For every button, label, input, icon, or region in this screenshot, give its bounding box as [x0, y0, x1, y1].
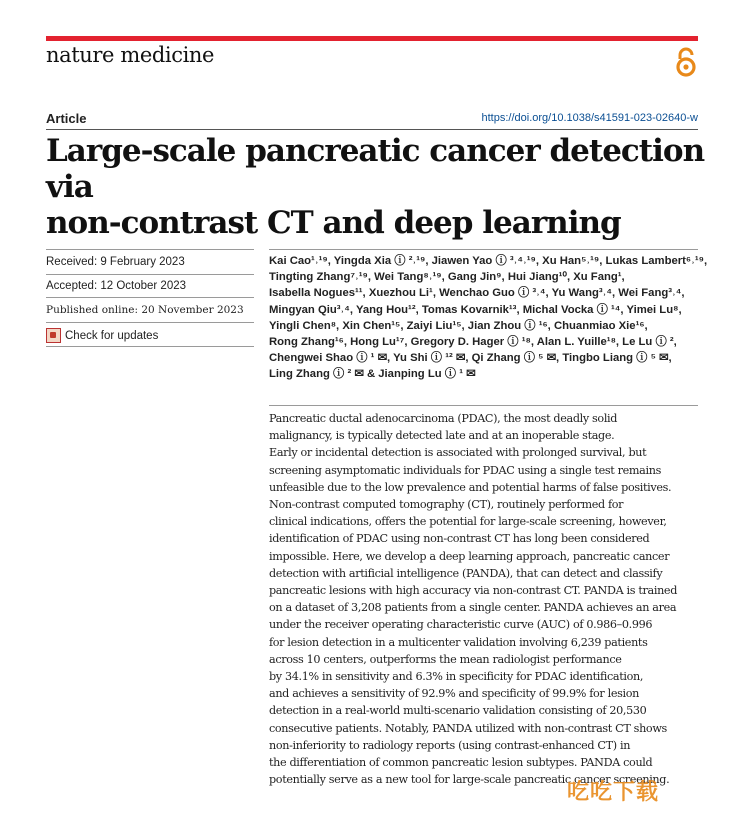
journal-name: nature medicine: [46, 43, 215, 67]
abstract-line: pancreatic lesions with high accuracy via non-contrast CT. PANDA is trained: [269, 584, 678, 598]
abstract-line: potentially serve as a new tool for large-scale pancreatic cancer screening.: [269, 773, 670, 787]
open-access-icon[interactable]: [674, 46, 698, 78]
article-type-label: Article: [46, 111, 87, 126]
abstract-line: impossible. Here, we develop a deep learning approach, pancreatic cancer: [269, 549, 670, 563]
author-line[interactable]: Chengwei Shao ⓘ ¹ ✉, Yu Shi ⓘ ¹² ✉, Qi Zhang ⓘ ⁵ ✉, Tingbo Liang ⓘ ⁵ ✉,: [269, 352, 672, 365]
meta-divider: [46, 249, 254, 250]
abstract-line: Early or incidental detection is associated with prolonged survival, but: [269, 446, 647, 460]
abstract-line: malignancy, is typically detected late and at an inoperable stage.: [269, 429, 615, 443]
abstract-line: Non-contrast computed tomography (CT), routinely performed for: [269, 498, 624, 512]
abstract-line: across 10 centers, outperforms the mean radiologist performance: [269, 652, 622, 666]
abstract-line: clinical indications, offers the potential for large-scale screening, however,: [269, 515, 667, 529]
abstract-line: under the receiver operating characteristic curve (AUC) of 0.986–0.996: [269, 618, 653, 632]
abstract-line: the differentiation of common pancreatic lesion subtypes. PANDA could: [269, 756, 653, 770]
doi-link[interactable]: https://doi.org/10.1038/s41591-023-02640-w: [481, 112, 698, 124]
abstract-line: by 34.1% in sensitivity and 6.3% in specificity for PDAC identification,: [269, 670, 644, 684]
accepted-date: Accepted: 12 October 2023: [46, 280, 187, 292]
meta-divider: [46, 346, 254, 347]
journal-header-bar: [46, 36, 698, 41]
author-list: [269, 253, 709, 383]
header-divider: [46, 129, 698, 130]
abstract-line: for lesion detection in a multicenter validation involving 6,239 patients: [269, 635, 648, 649]
author-line[interactable]: Isabella Nogues¹¹, Xuezhou Li¹, Wenchao Guo ⓘ ³˒⁴, Yu Wang³˒⁴, Wei Fang³˒⁴,: [269, 287, 685, 300]
check-updates-label: Check for updates: [65, 329, 159, 342]
abstract-line: detection in a real-world multi-scenario validation consisting of 20,530: [269, 704, 647, 718]
published-date: Published online: 20 November 2023: [46, 304, 244, 316]
meta-divider: [46, 274, 254, 275]
abstract-line: detection with artificial intelligence (PANDA), that can detect and classify: [269, 566, 663, 580]
author-line[interactable]: Kai Cao¹˒¹⁹, Yingda Xia ⓘ ²˒¹⁹, Jiawen Yao ⓘ ³˒⁴˒¹⁹, Xu Han⁵˒¹⁹, Lukas Lambert⁶˒¹⁹,: [269, 255, 708, 267]
meta-divider: [46, 322, 254, 323]
author-line[interactable]: Rong Zhang¹⁶, Hong Lu¹⁷, Gregory D. Hager ⓘ ¹⁸, Alan L. Yuille¹⁸, Le Lu ⓘ ²,: [269, 336, 677, 349]
title-line: non-contrast CT and deep learning: [46, 205, 621, 241]
abstract-line: non-inferiority to radiology reports (using contrast-enhanced CT) in: [269, 738, 631, 752]
article-title: [46, 133, 706, 241]
watermark-logo: 吃吃下载: [567, 779, 660, 804]
received-date: Received: 9 February 2023: [46, 256, 185, 268]
abstract-line: screening asymptomatic individuals for PDAC using a single test remains: [269, 463, 661, 477]
title-line: Large-scale pancreatic cancer detection via: [46, 133, 705, 205]
author-line[interactable]: Mingyan Qiu³˒⁴, Yang Hou¹², Tomas Kovarnik¹³, Michal Vocka ⓘ ¹⁴, Yimei Lu⁸,: [269, 303, 682, 316]
meta-divider: [46, 297, 254, 298]
abstract-divider: [269, 405, 698, 406]
authors-divider: [269, 249, 698, 250]
abstract-line: and achieves a sensitivity of 92.9% and specificity of 99.9% for lesion: [269, 687, 639, 701]
abstract-line: unfeasible due to the low prevalence and potential harms of false positives.: [269, 480, 672, 494]
abstract: [269, 410, 701, 788]
abstract-line: identification of PDAC using non-contrast CT has long been considered: [269, 532, 650, 546]
author-line[interactable]: Yingli Chen⁸, Xin Chen¹⁵, Zaiyi Liu¹⁵, Jian Zhou ⓘ ¹⁶, Chuanmiao Xie¹⁶,: [269, 319, 648, 332]
author-line[interactable]: Ling Zhang ⓘ ² ✉ & Jianping Lu ⓘ ¹ ✉: [269, 368, 476, 381]
check-for-updates-button[interactable]: [46, 328, 158, 343]
abstract-line: Pancreatic ductal adenocarcinoma (PDAC), the most deadly solid: [269, 412, 618, 425]
author-line[interactable]: Tingting Zhang⁷˒¹⁹, Wei Tang⁸˒¹⁹, Gang Jin⁹, Hui Jiang¹⁰, Xu Fang¹,: [269, 271, 625, 284]
check-updates-icon: [46, 328, 61, 343]
abstract-line: consecutive patients. Notably, PANDA utilized with non-contrast CT shows: [269, 721, 667, 735]
abstract-line: on a dataset of 3,208 patients from a single center. PANDA achieves an area: [269, 601, 677, 615]
